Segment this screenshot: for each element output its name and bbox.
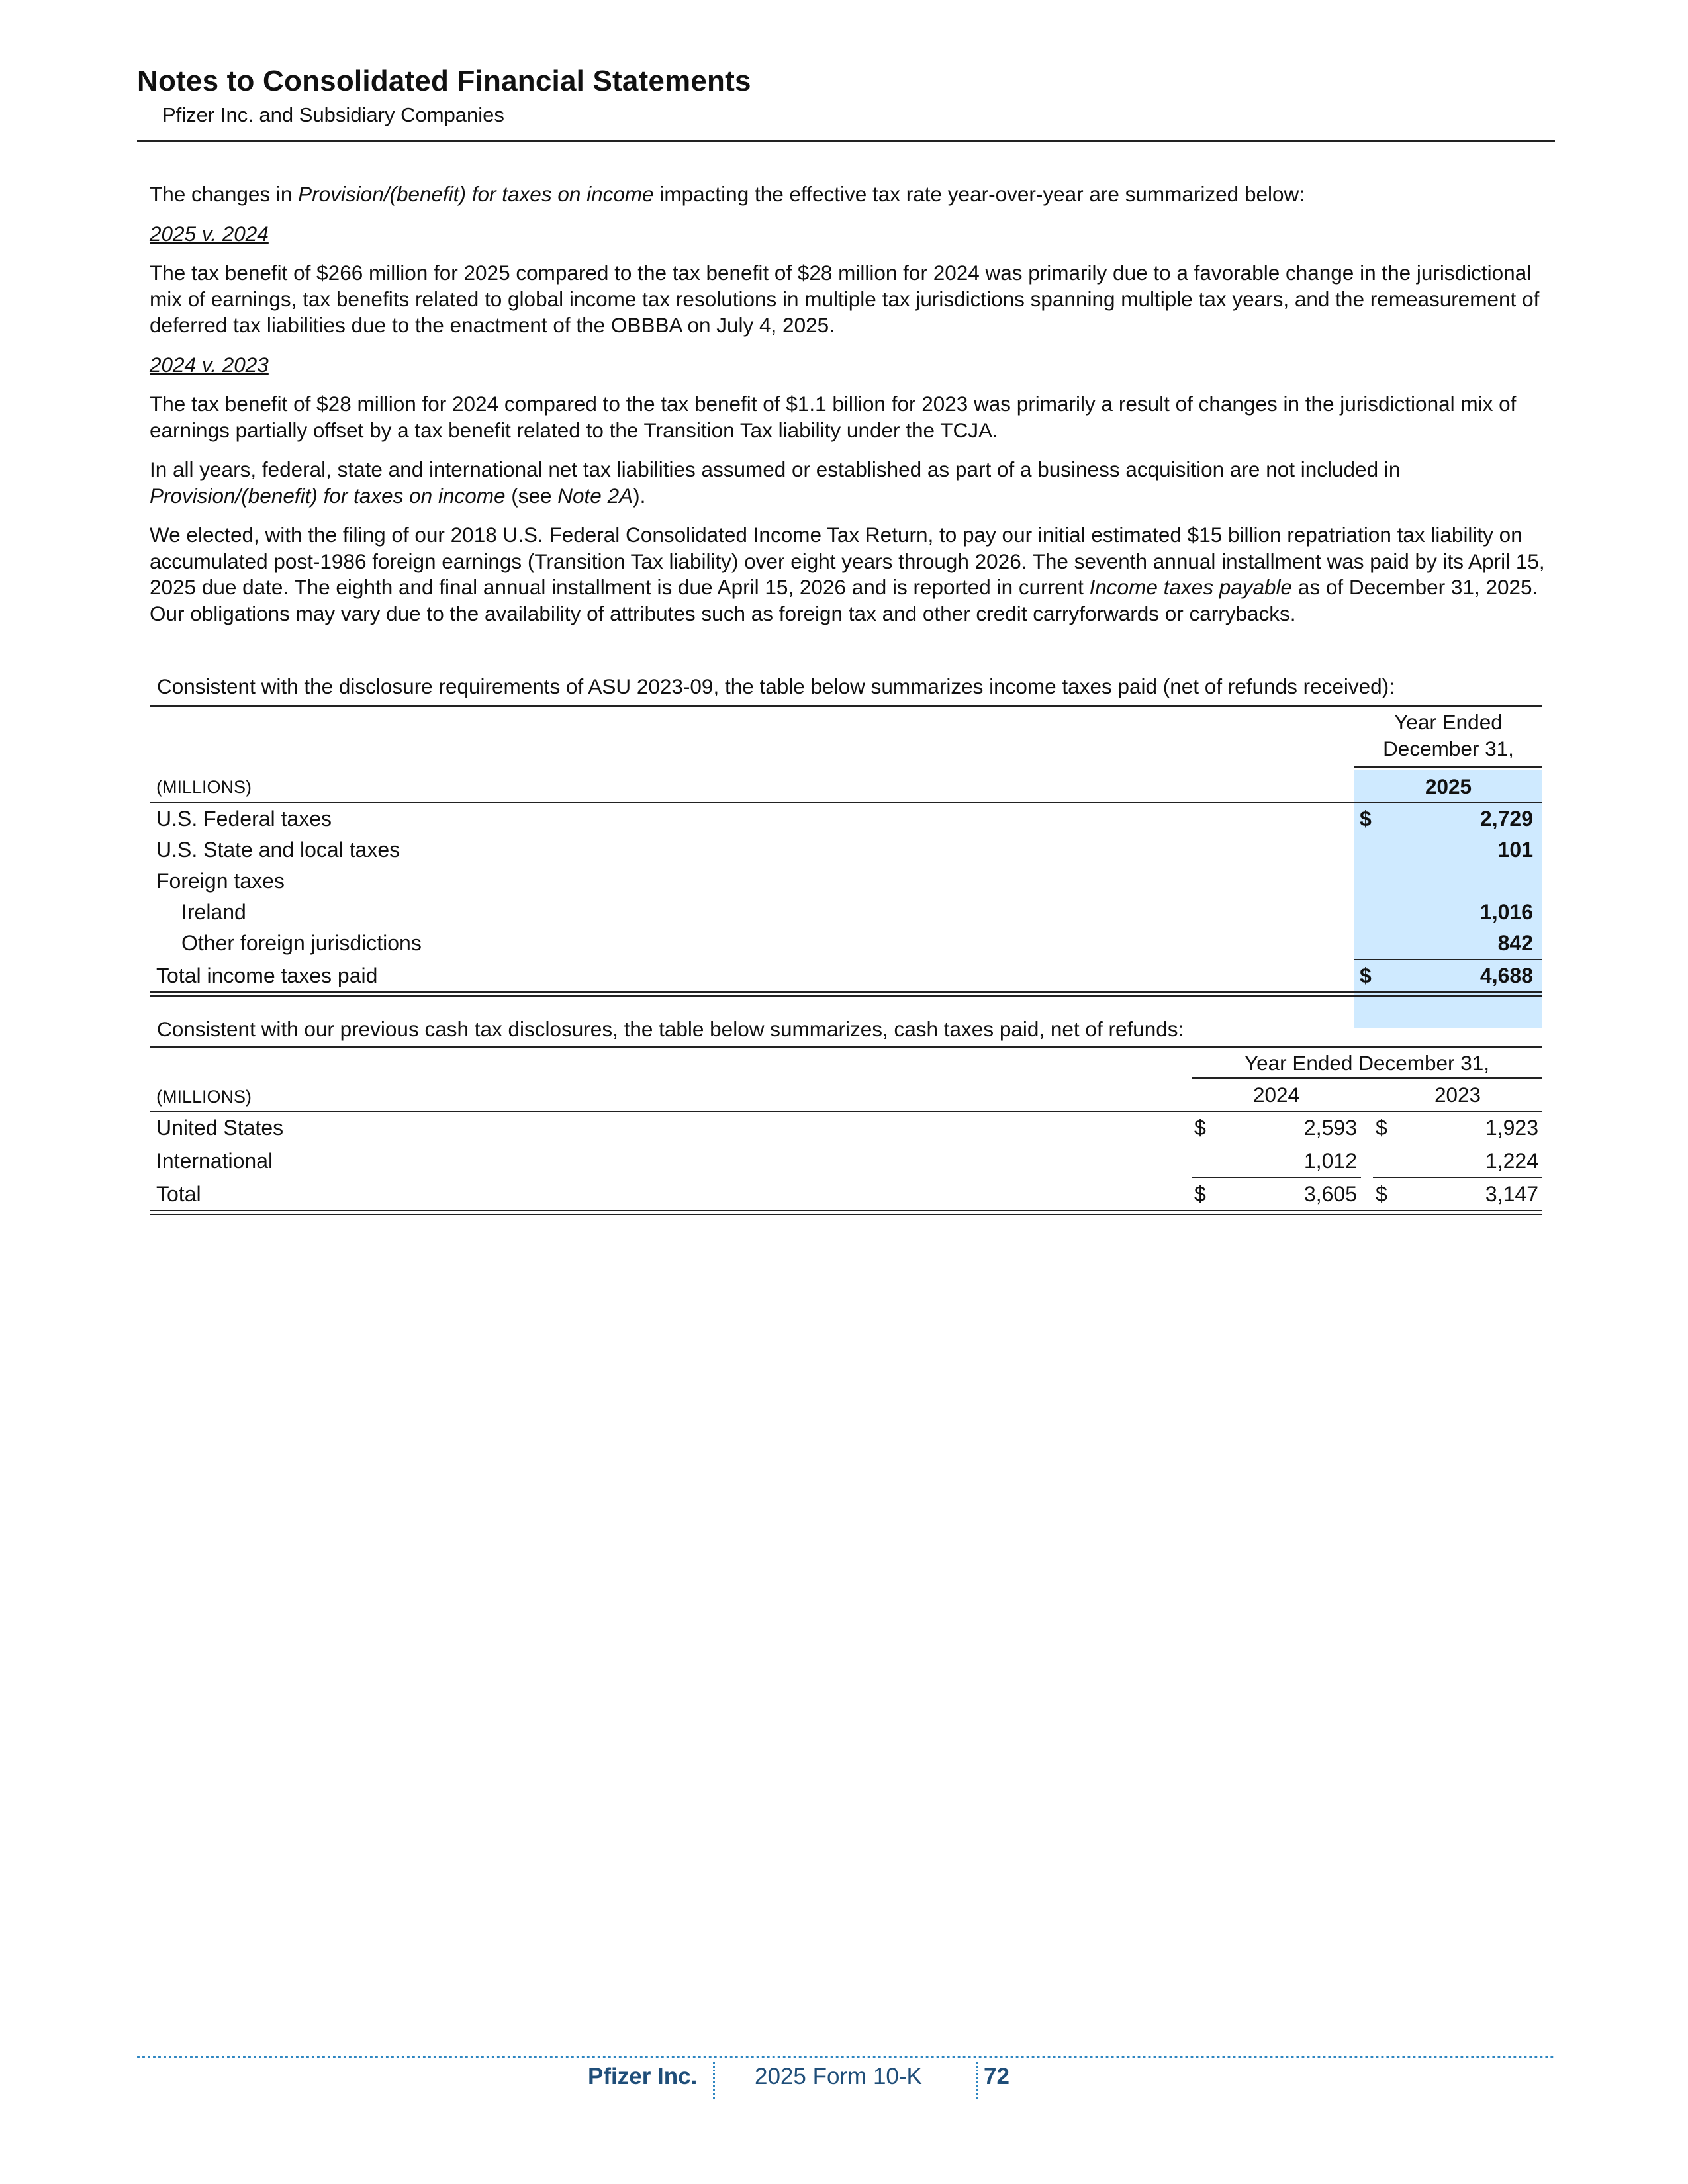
table1-row-value: 101 [1497, 838, 1533, 862]
table1-col-head-line1: Year Ended [1394, 710, 1503, 734]
table2-total-value: 3,605 [1303, 1182, 1357, 1206]
table1-col-head-line2: December 31, [1383, 737, 1514, 760]
table1-row-label: U.S. State and local taxes [156, 838, 400, 862]
table2-row-value: 1,923 [1485, 1116, 1538, 1140]
table2-dollar-sign: $ [1194, 1116, 1206, 1140]
paragraph-transition-tax: We elected, with the filing of our 2018 U.S. Federal Consolidated Income Tax Return, to pay our initial estimated $15 billion repatriation tax liability on accumulated post-1986 foreign earnings (Transition Tax liability) over eight years through 2026. The seventh annual installment was paid by its April 15, 2025 due date. The eighth and final annual installment is due April 15, 2026 and is reported in current Income taxes payable as of December 31, 2025. Our obligations may vary due to the availability of attributes such as foreign tax and other credit carryforwards or carrybacks. [150, 523, 1545, 625]
table1-dollar-sign: $ [1360, 964, 1372, 987]
table2-caption: Consistent with our previous cash tax disclosures, the table below summarizes, cash taxes paid, net of refunds: [157, 1017, 1184, 1041]
table2-group-header: Year Ended December 31, [1244, 1051, 1490, 1075]
table1-row-value: 842 [1497, 931, 1533, 955]
paragraph-2025-v-2024: The tax benefit of $266 million for 2025 compared to the tax benefit of $28 million for 2024 was primarily due to a favorable change in the jurisdictional mix of earnings, tax benefits related to global income tax resolutions in multiple tax jurisdictions spanning multiple tax years, and the remeasurement of deferred tax liabilities due to the enactment of the OBBBA on July 4, 2025. [150, 261, 1540, 337]
table1-row-value: 1,016 [1479, 900, 1533, 924]
subheading-2025-v-2024: 2025 v. 2024 [150, 221, 269, 246]
paragraph-2024-v-2023: The tax benefit of $28 million for 2024 compared to the tax benefit of $1.1 billion for 2023 was primarily a result of changes in the jurisdictional mix of earnings partially offset by a tax benefit related to the Transition Tax liability under the TCJA. [150, 392, 1517, 442]
table2-row-label: United States [156, 1116, 284, 1140]
footer-form: 2025 Form 10-K [755, 2064, 922, 2089]
footer-separator [713, 2062, 715, 2099]
table1-double-rule [150, 991, 1542, 997]
table1-year-header: 2025 [1354, 770, 1542, 802]
table2-total-value: 3,147 [1485, 1182, 1538, 1206]
header-divider [137, 140, 1555, 142]
table2-dollar-sign: $ [1194, 1182, 1206, 1206]
table1-total-value: 4,688 [1479, 964, 1533, 987]
table1-row-label: Ireland [181, 900, 246, 924]
table2-row-value: 2,593 [1303, 1116, 1357, 1140]
table1-caption: Consistent with the disclosure requirements of ASU 2023-09, the table below summarizes income taxes paid (net of refunds received): [157, 674, 1395, 698]
table1-units: (MILLIONS) [156, 777, 252, 797]
table1-row-label: Other foreign jurisdictions [181, 931, 422, 955]
table2-row-value: 1,012 [1303, 1149, 1357, 1173]
footer-separator [976, 2062, 978, 2099]
table2-dollar-sign: $ [1376, 1182, 1387, 1206]
table2-row-label: International [156, 1149, 273, 1173]
page-number: 72 [984, 2064, 1009, 2089]
table1-total-label: Total income taxes paid [156, 964, 378, 987]
body-text [150, 181, 1548, 640]
footer-divider [137, 2056, 1555, 2058]
footer-company: Pfizer Inc. [588, 2064, 698, 2089]
intro-paragraph: The changes in Provision/(benefit) for taxes on income impacting the effective tax rate year-over-year are summarized below: [150, 182, 1305, 206]
table1-row-label: U.S. Federal taxes [156, 807, 332, 831]
table2-total-label: Total [156, 1182, 201, 1206]
table2-dollar-sign: $ [1376, 1116, 1387, 1140]
page-title: Notes to Consolidated Financial Statements [137, 65, 751, 97]
table2-units: (MILLIONS) [156, 1087, 252, 1107]
table1-dollar-sign: $ [1360, 807, 1372, 831]
table1-row-label: Foreign taxes [156, 869, 285, 893]
paragraph-acquisitions: In all years, federal, state and international net tax liabilities assumed or established as part of a business acquisition are not included in Provision/(benefit) for taxes on income (see Note 2A). [150, 457, 1401, 508]
table2-double-rule [150, 1210, 1542, 1215]
page-subtitle: Pfizer Inc. and Subsidiary Companies [162, 103, 504, 126]
table2-year-header: 2023 [1434, 1083, 1481, 1107]
subheading-2024-v-2023: 2024 v. 2023 [150, 352, 269, 377]
table1-row-value: 2,729 [1479, 807, 1533, 831]
table2-row-value: 1,224 [1485, 1149, 1538, 1173]
table2-year-header: 2024 [1252, 1083, 1300, 1107]
